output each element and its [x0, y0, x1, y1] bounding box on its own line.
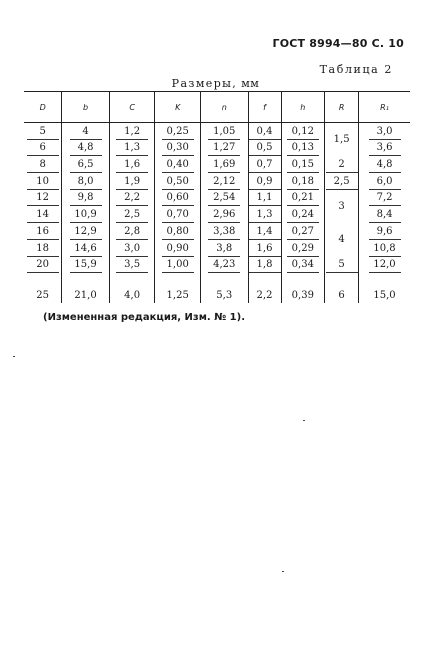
cell-h: 0,34	[287, 257, 319, 273]
table-row	[24, 173, 410, 190]
cell-d: 6	[27, 140, 59, 156]
cell-n: 1,05	[208, 124, 240, 140]
caption-unit: мм	[241, 77, 260, 90]
cell-b: 14,6	[70, 241, 102, 257]
cell-r1: 10,8	[369, 241, 401, 257]
cell-c: 1,6	[116, 157, 148, 173]
cell-f: 1,8	[249, 257, 281, 273]
cell-h: 0,21	[287, 190, 319, 206]
cell-h: 0,27	[287, 224, 319, 240]
column-header: h	[281, 92, 325, 123]
cell-b: 9,8	[70, 190, 102, 206]
cell-d: 18	[27, 241, 59, 257]
column-header: K	[155, 92, 201, 123]
page-reference: ГОСТ 8994—80 С. 10	[272, 37, 404, 50]
table-row	[24, 273, 410, 303]
cell-n: 3,38	[208, 224, 240, 240]
table-row	[24, 156, 410, 173]
cell-d: 10	[27, 174, 59, 190]
cell-r: 2	[326, 157, 358, 173]
cell-k: 1,00	[162, 257, 194, 273]
table-header-row	[24, 92, 410, 123]
cell-b: 8,0	[70, 174, 102, 190]
cell-r: 4	[338, 234, 345, 246]
column-header: R₁	[359, 92, 410, 123]
cell-k: 1,25	[166, 290, 189, 302]
cell-b: 4,8	[70, 140, 102, 156]
cell-r1: 3,0	[369, 124, 401, 140]
cell-k: 0,60	[162, 190, 194, 206]
cell-b: 21,0	[74, 290, 97, 302]
scan-speck	[303, 420, 305, 421]
cell-f: 0,9	[249, 174, 281, 190]
cell-d: 8	[27, 157, 59, 173]
cell-h: 0,24	[287, 207, 319, 223]
cell-h: 0,13	[287, 140, 319, 156]
cell-d: 20	[27, 257, 59, 273]
cell-n: 1,27	[208, 140, 240, 156]
cell-c: 2,8	[116, 224, 148, 240]
cell-k: 0,70	[162, 207, 194, 223]
cell-r1: 4,8	[369, 157, 401, 173]
column-header: D	[24, 92, 62, 123]
cell-f: 1,1	[249, 190, 281, 206]
cell-b: 6,5	[70, 157, 102, 173]
cell-h: 0,29	[287, 241, 319, 257]
cell-c: 4,0	[124, 290, 141, 302]
cell-f: 2,2	[256, 290, 273, 302]
cell-d: 5	[27, 124, 59, 140]
cell-r1: 8,4	[369, 207, 401, 223]
table-row	[24, 223, 410, 240]
column-header: R	[325, 92, 359, 123]
cell-k: 0,50	[162, 174, 194, 190]
cell-d: 14	[27, 207, 59, 223]
cell-r1: 7,2	[369, 190, 401, 206]
cell-c: 3,5	[116, 257, 148, 273]
table-row	[24, 123, 410, 140]
cell-r1: 15,0	[373, 290, 396, 302]
cell-n: 2,12	[208, 174, 240, 190]
column-header: b	[62, 92, 110, 123]
cell-k: 0,90	[162, 241, 194, 257]
cell-n: 5,3	[216, 290, 233, 302]
table-row	[24, 190, 410, 207]
cell-b: 10,9	[70, 207, 102, 223]
table-row	[24, 257, 410, 274]
table-number-label: Таблица 2	[319, 63, 393, 76]
cell-b: 4	[70, 124, 102, 140]
cell-n: 2,96	[208, 207, 240, 223]
cell-r: 2,5	[326, 174, 358, 190]
caption-text: Размеры,	[171, 77, 238, 90]
cell-r1: 6,0	[369, 174, 401, 190]
cell-c: 1,2	[116, 124, 148, 140]
cell-f: 1,4	[249, 224, 281, 240]
cell-c: 3,0	[116, 241, 148, 257]
cell-h: 0,15	[287, 157, 319, 173]
cell-d: 16	[27, 224, 59, 240]
cell-f: 0,4	[249, 124, 281, 140]
cell-h: 0,12	[287, 124, 319, 140]
cell-r: 5	[326, 257, 358, 273]
cell-f: 1,6	[249, 241, 281, 257]
cell-r: 1,5	[333, 134, 350, 146]
cell-r: 3	[338, 200, 345, 212]
cell-f: 1,3	[249, 207, 281, 223]
cell-c: 1,9	[116, 174, 148, 190]
cell-h: 0,18	[287, 174, 319, 190]
cell-r: 6	[338, 290, 345, 302]
scan-speck	[13, 356, 15, 357]
cell-d: 25	[36, 290, 50, 302]
column-header: C	[109, 92, 155, 123]
column-header: f	[248, 92, 281, 123]
cell-k: 0,40	[162, 157, 194, 173]
cell-b: 15,9	[70, 257, 102, 273]
dimensions-table	[24, 91, 410, 303]
table-caption	[0, 77, 431, 90]
cell-c: 2,5	[116, 207, 148, 223]
cell-r1: 3,6	[369, 140, 401, 156]
cell-k: 0,30	[162, 140, 194, 156]
cell-n: 1,69	[208, 157, 240, 173]
cell-c: 1,3	[116, 140, 148, 156]
cell-r1: 12,0	[369, 257, 401, 273]
column-header: n	[200, 92, 248, 123]
cell-d: 12	[27, 190, 59, 206]
cell-r1: 9,6	[369, 224, 401, 240]
amendment-note: (Измененная редакция, Изм. № 1).	[43, 312, 246, 323]
cell-b: 12,9	[70, 224, 102, 240]
cell-n: 4,23	[208, 257, 240, 273]
cell-f: 0,5	[249, 140, 281, 156]
cell-k: 0,25	[162, 124, 194, 140]
cell-n: 3,8	[208, 241, 240, 257]
scan-speck	[282, 571, 284, 572]
cell-n: 2,54	[208, 190, 240, 206]
cell-h: 0,39	[291, 290, 314, 302]
cell-k: 0,80	[162, 224, 194, 240]
cell-c: 2,2	[116, 190, 148, 206]
cell-f: 0,7	[249, 157, 281, 173]
